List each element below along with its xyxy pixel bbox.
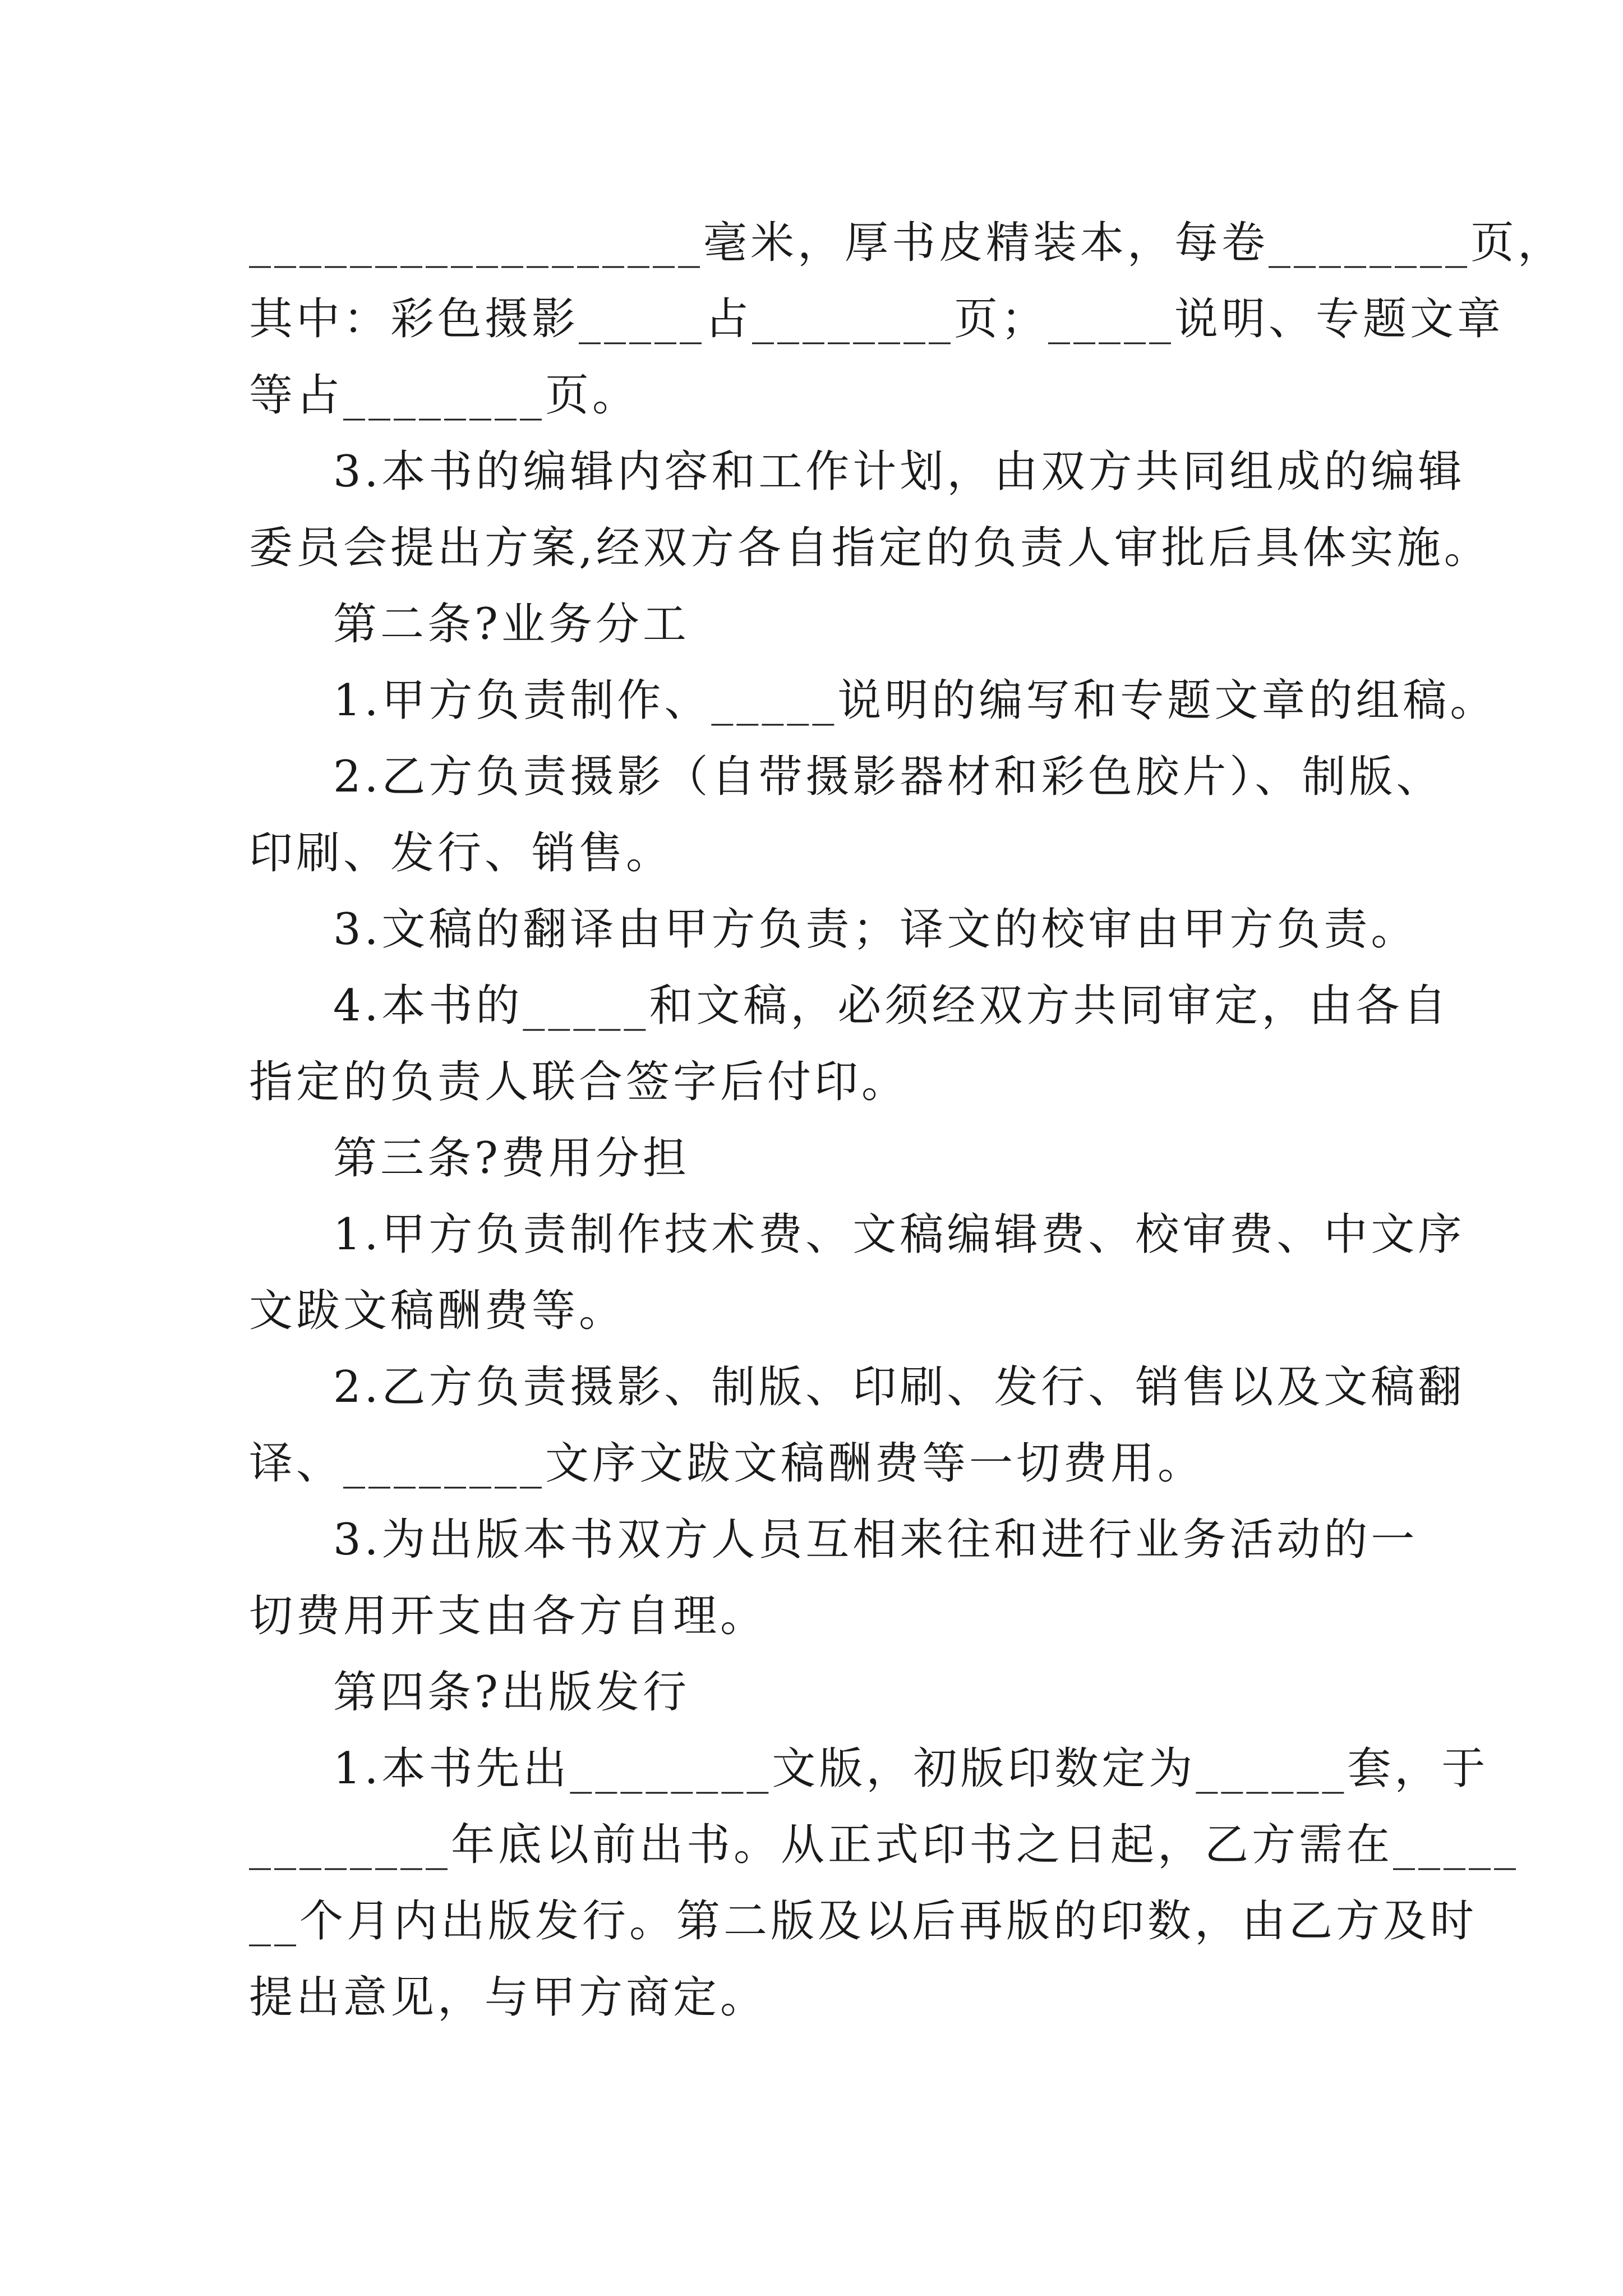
- text-line: 其中：彩色摄影_____占________页；_____说明、专题文章: [249, 294, 1505, 344]
- text-line: 译、________文序文跋文稿酬费等一切费用。: [249, 1438, 1205, 1489]
- text-line: 4.本书的_____和文稿，必须经双方共同审定，由各自: [333, 981, 1450, 1031]
- text-line: 印刷、发行、销售。: [249, 828, 674, 878]
- text-line: ________年底以前出书。从正式印书之日起，乙方需在_____: [249, 1820, 1520, 1870]
- text-line: 3.本书的编辑内容和工作计划，由双方共同组成的编辑: [333, 447, 1465, 497]
- text-line: 1.甲方负责制作技术费、文稿编辑费、校审费、中文序: [333, 1209, 1465, 1260]
- text-line: 1.甲方负责制作、_____说明的编写和专题文章的组稿。: [333, 675, 1497, 726]
- text-line: 2.乙方负责摄影、制版、印刷、发行、销售以及文稿翻: [333, 1362, 1465, 1412]
- contract-body: [249, 205, 1565, 2036]
- text-line: 等占________页。: [249, 370, 640, 421]
- section-heading: 第三条?费用分担: [333, 1133, 690, 1184]
- section-heading: 第四条?出版发行: [333, 1667, 690, 1718]
- text-line: 3.为出版本书双方人员互相来往和进行业务活动的一: [333, 1515, 1418, 1565]
- text-line: 切费用开支由各方自理。: [249, 1591, 768, 1641]
- text-line: 提出意见，与甲方商定。: [249, 1972, 768, 2023]
- text-line: 委员会提出方案,经双方各自指定的负责人审批后具体实施。: [249, 523, 1491, 573]
- text-line: 文跋文稿酬费等。: [249, 1286, 626, 1336]
- text-line: 指定的负责人联合签字后付印。: [249, 1057, 909, 1107]
- text-line: __________________毫米，厚书皮精装本，每卷________页，: [249, 218, 1565, 268]
- section-heading: 第二条?业务分工: [333, 599, 690, 650]
- text-line: 3.文稿的翻译由甲方负责；译文的校审由甲方负责。: [333, 904, 1418, 955]
- text-line: 2.乙方负责摄影（自带摄影器材和彩色胶片）、制版、: [333, 752, 1444, 802]
- text-line: 1.本书先出________文版，初版印数定为______套，于: [333, 1743, 1489, 1794]
- text-line: __个月内出版发行。第二版及以后再版的印数，由乙方及时: [249, 1896, 1478, 1947]
